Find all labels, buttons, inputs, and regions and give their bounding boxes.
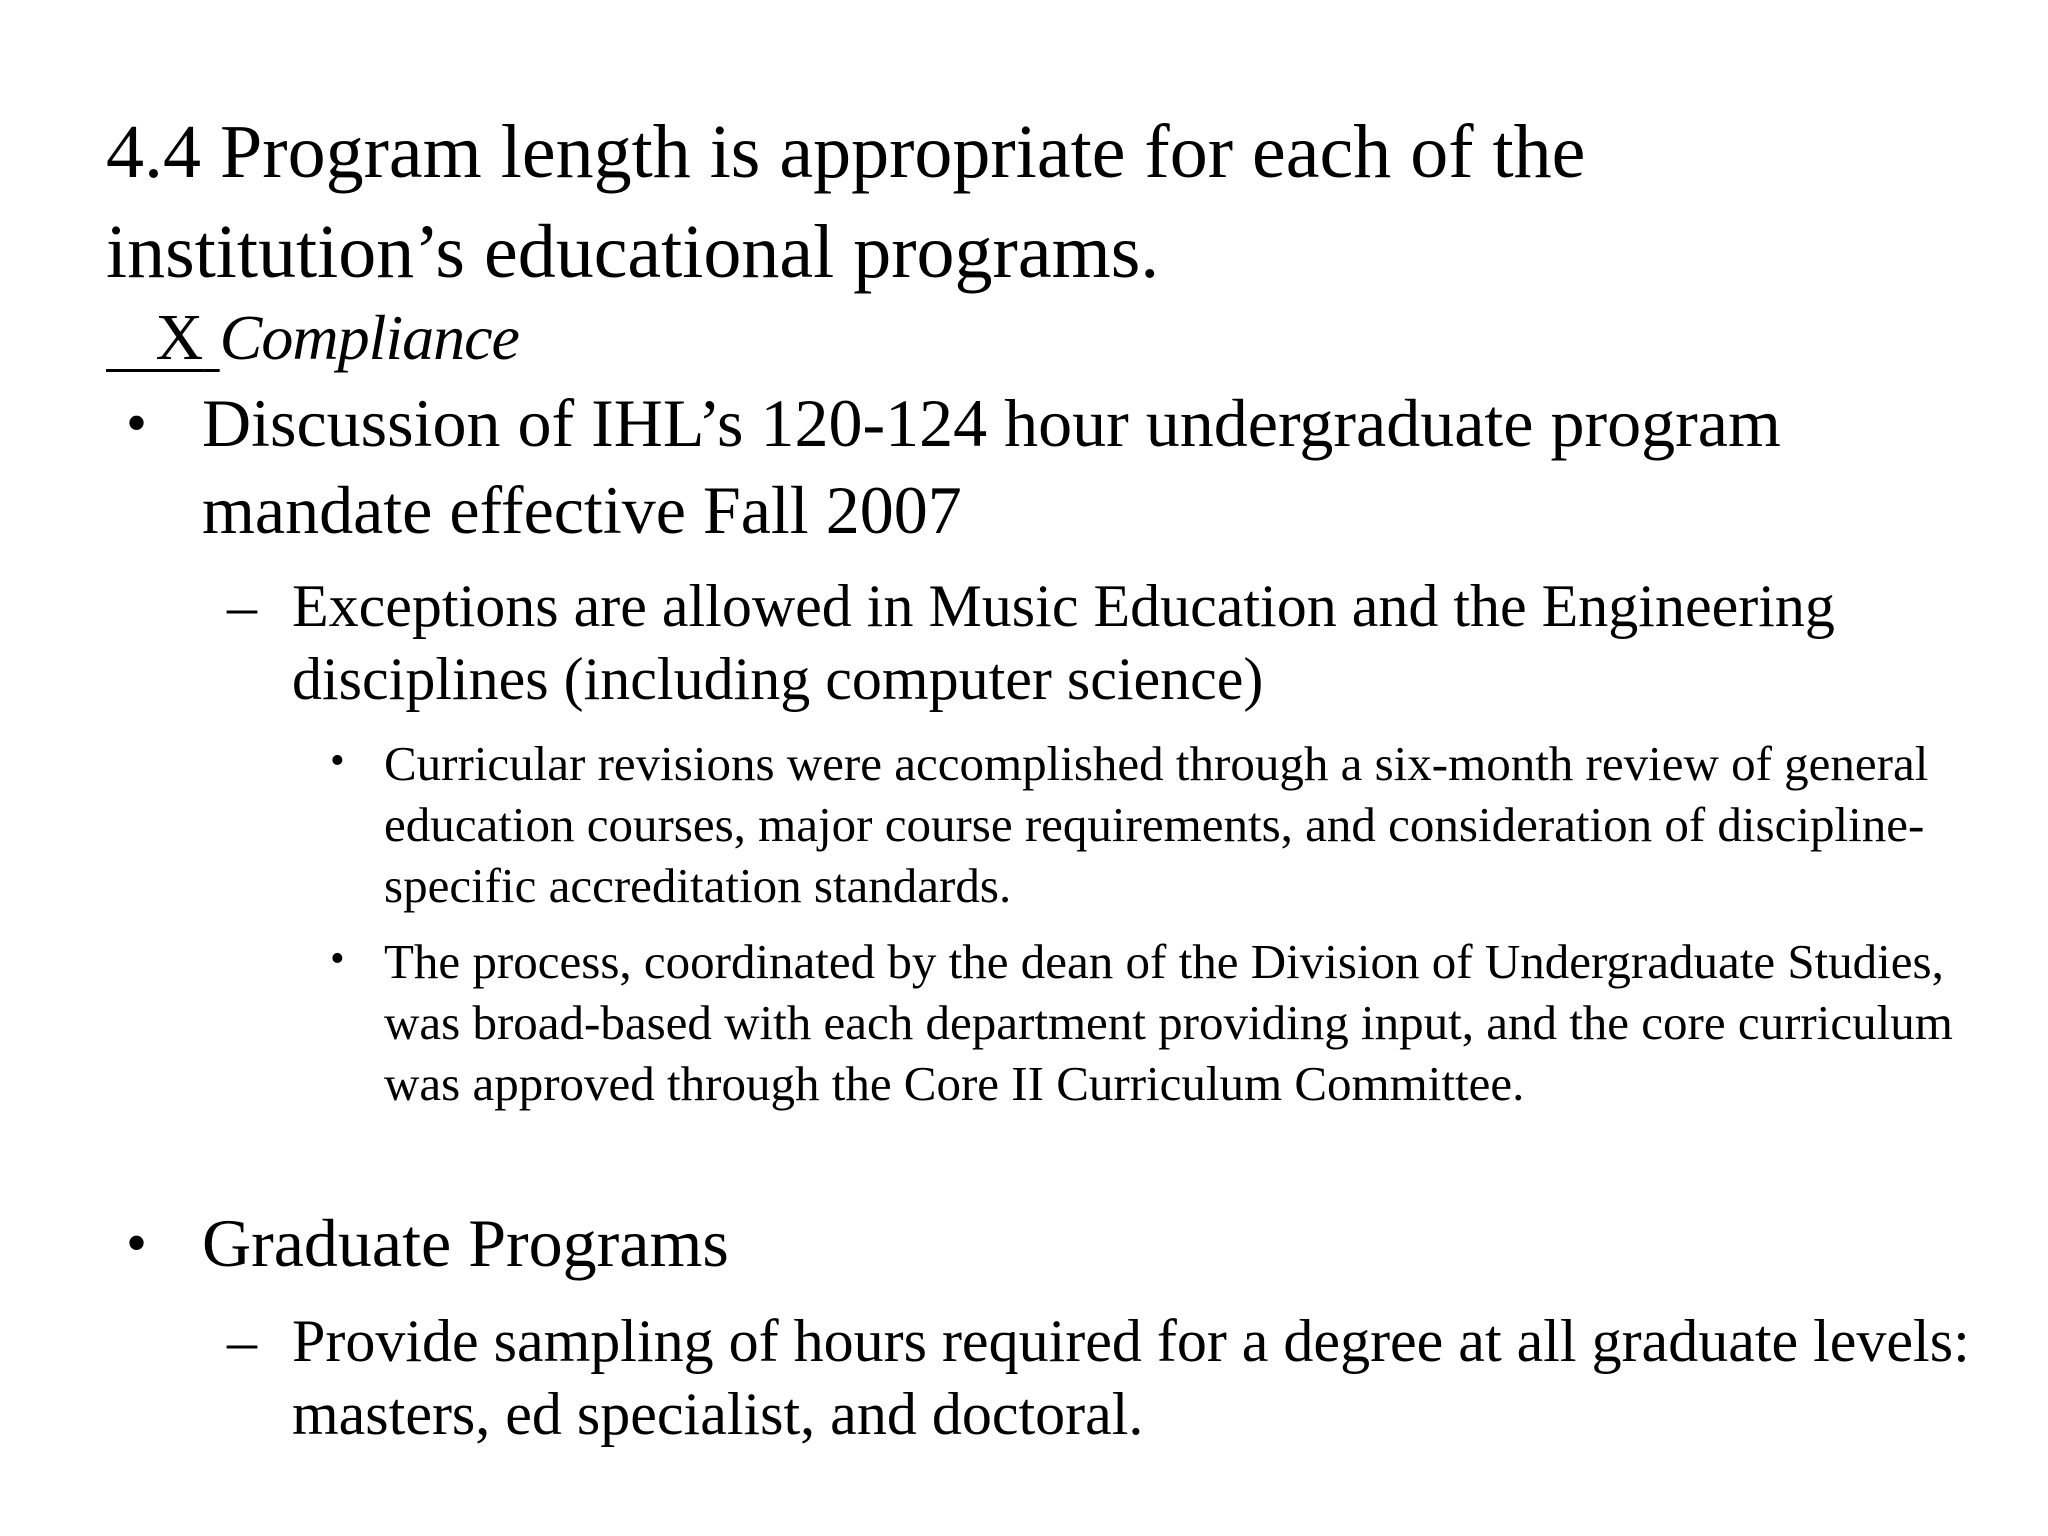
bullet-marker: • bbox=[330, 738, 345, 784]
list-item-text: Provide sampling of hours required for a degree at all graduate levels: masters, ed specialist, and doctoral. bbox=[292, 1308, 1970, 1447]
list-item-text: Curricular revisions were accomplished through a six-month review of general education courses, major course requirements, and consideration of discipline-specific accreditation standards. bbox=[384, 736, 1929, 913]
list-item-text: Graduate Programs bbox=[202, 1205, 729, 1281]
list-item-text: Exceptions are allowed in Music Education and the Engineering disciplines (including computer science) bbox=[292, 573, 1835, 712]
dash-marker: – bbox=[227, 1308, 257, 1374]
list-item-exceptions bbox=[222, 570, 1972, 716]
list-item-process bbox=[330, 931, 1990, 1114]
list-item-sampling-hours bbox=[222, 1305, 1972, 1451]
list-item-text: Discussion of IHL’s 120-124 hour undergraduate program mandate effective Fall 2007 bbox=[202, 385, 1781, 548]
bullet-marker: • bbox=[126, 1210, 148, 1276]
status-label: Compliance bbox=[219, 302, 519, 373]
status-mark: X bbox=[155, 301, 204, 374]
list-item-undergraduate-mandate bbox=[116, 380, 1976, 554]
dash-marker: – bbox=[227, 573, 257, 639]
list-item-curricular-revisions bbox=[330, 733, 1990, 916]
compliance-status bbox=[106, 298, 519, 378]
list-item-text: The process, coordinated by the dean of the Division of Undergraduate Studies, was broad-based with each department providing input, and the core curriculum was approved through the Core II Curriculum Committee. bbox=[384, 934, 1953, 1111]
bullet-marker: • bbox=[126, 390, 148, 456]
slide-title: 4.4 Program length is appropriate for each of the institution’s educational programs. bbox=[106, 110, 1586, 294]
bullet-marker: • bbox=[330, 936, 345, 982]
list-item-graduate-programs bbox=[116, 1200, 1976, 1287]
